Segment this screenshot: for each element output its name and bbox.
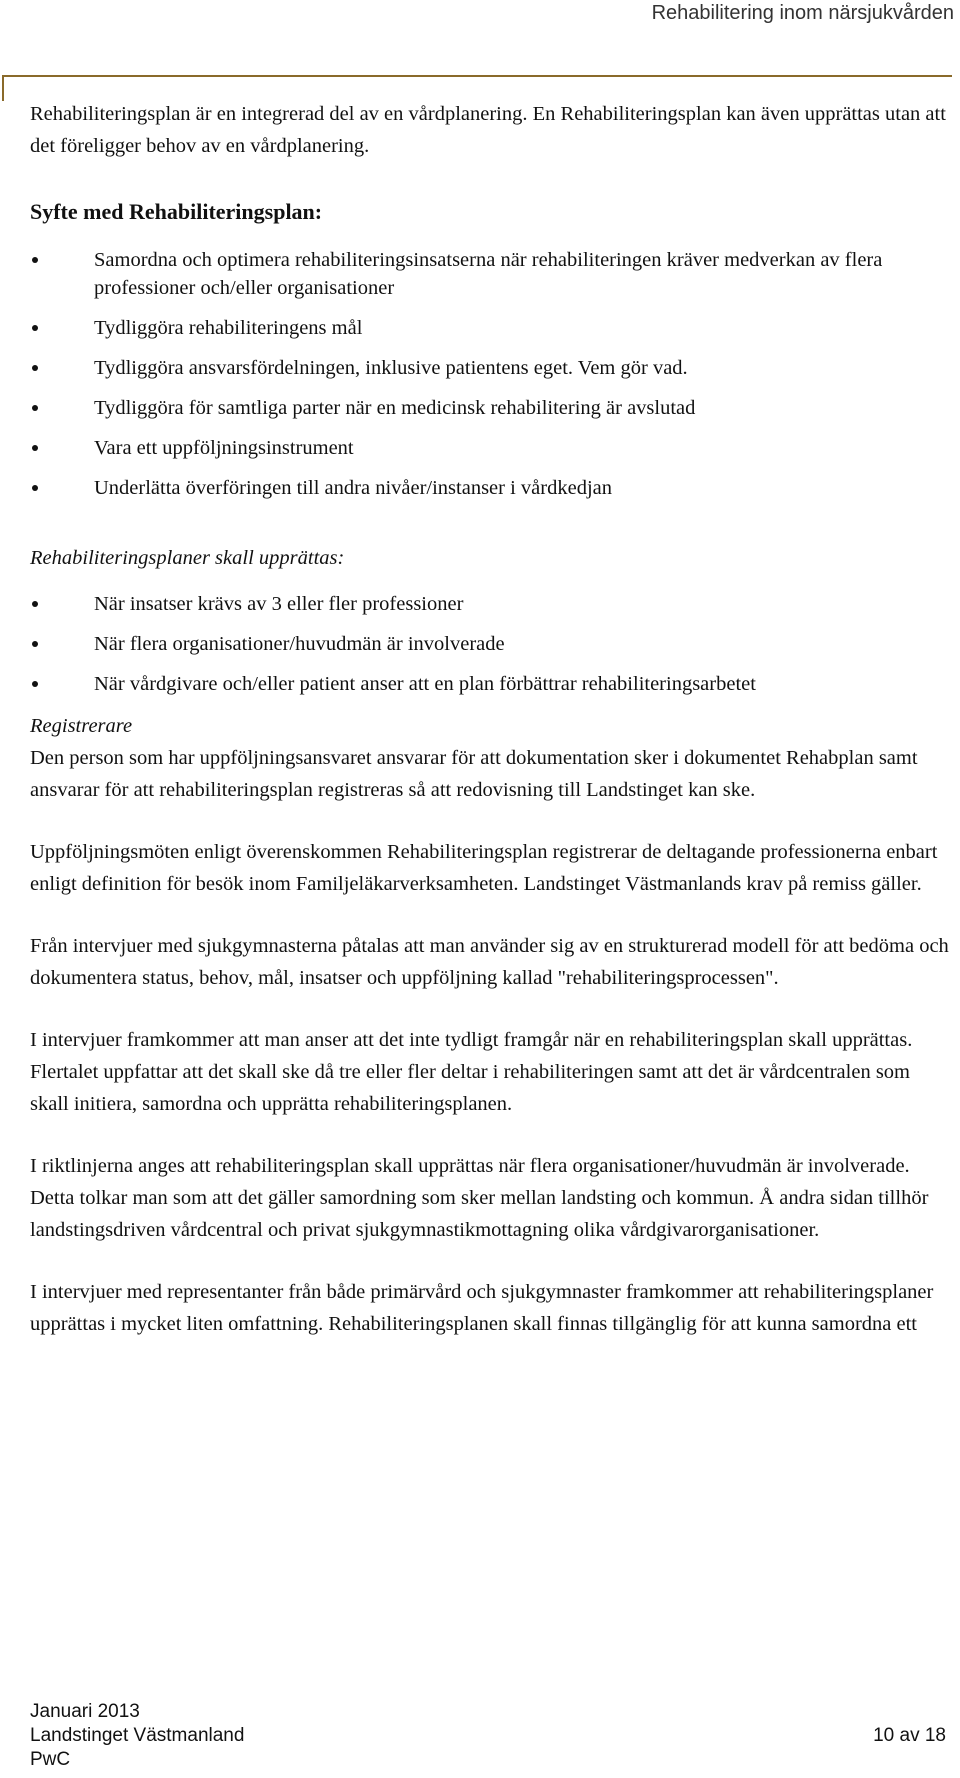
list-item: Tydliggöra rehabiliteringens mål <box>30 314 950 342</box>
bullet-icon <box>32 641 38 647</box>
bullet-icon <box>32 601 38 607</box>
paragraph: I intervjuer framkommer att man anser att det inte tydligt framgår när en rehabiliteringsplan skall upprättas. Flertalet uppfattar att det skall ske då tre eller fler deltar i rehabiliteringen samt att det är vårdcentralen som skall initiera, samordna och upprätta rehabiliteringsplanen. <box>30 1029 913 1115</box>
footer-row <box>30 1724 950 1748</box>
body-content <box>30 98 950 1340</box>
list-item: När vårdgivare och/eller patient anser att en plan förbättrar rehabiliteringsarbetet <box>30 670 950 698</box>
footer-date: Januari 2013 <box>30 1701 140 1722</box>
page-number: 10 av 18 <box>873 1725 946 1746</box>
bullet-icon <box>32 405 38 411</box>
when-heading: Rehabiliteringsplaner skall upprättas: <box>30 547 345 569</box>
list-item: När insatser krävs av 3 eller fler professioner <box>30 590 950 618</box>
bullet-icon <box>32 445 38 451</box>
bullet-icon <box>32 681 38 687</box>
purpose-heading: Syfte med Rehabiliteringsplan: <box>30 199 323 224</box>
list-item: Tydliggöra för samtliga parter när en medicinsk rehabilitering är avslutad <box>30 394 950 422</box>
bullet-icon <box>32 325 38 331</box>
intro-paragraph: Rehabiliteringsplan är en integrerad del av en vårdplanering. En Rehabiliteringsplan kan även upprättas utan att det föreligger behov av en vårdplanering. <box>30 103 946 157</box>
footer-organization: Landstinget Västmanland <box>30 1725 245 1746</box>
paragraph: I intervjuer med representanter från både primärvård och sjukgymnaster framkommer att rehabiliteringsplaner upprättas i mycket liten omfattning. Rehabiliteringsplanen skall finnas tillgänglig för att kunna samordna ett <box>30 1281 934 1335</box>
paragraph: I riktlinjerna anges att rehabiliteringsplan skall upprättas när flera organisationer/huvudmän är involverade. Detta tolkar man som att det gäller samordning som sker mellan landsting och kommun. Å andra sidan tillhör landstingsdriven vårdcentral och privat sjukgymnastikmottagning olika vårdgivarorganisationer. <box>30 1155 929 1241</box>
list-item: Underlätta överföringen till andra nivåer/instanser i vårdkedjan <box>30 474 950 502</box>
footer-author: PwC <box>30 1749 71 1770</box>
paragraph: Uppföljningsmöten enligt överenskommen Rehabiliteringsplan registrerar de deltagande professionerna enbart enligt definition för besök inom Familjeläkarverksamheten. Landstinget Västmanlands krav på remiss gäller. <box>30 841 938 895</box>
registrerare-paragraph: Den person som har uppföljningsansvaret ansvarar för att dokumentation sker i dokumentet Rehabplan samt ansvarar för att rehabiliteringsplan registreras så att redovisning till Landstinget kan ske. <box>30 747 918 801</box>
bullet-icon <box>32 365 38 371</box>
paragraph: Från intervjuer med sjukgymnasterna påtalas att man använder sig av en strukturerad modell för att bedöma och dokumentera status, behov, mål, insatser och uppföljning kallad "rehabiliteringsprocessen". <box>30 935 949 989</box>
bullet-icon <box>32 257 38 263</box>
page-footer <box>30 1700 950 1772</box>
bullet-icon <box>32 485 38 491</box>
when-list <box>30 590 950 698</box>
running-header: Rehabilitering inom närsjukvården <box>651 2 954 24</box>
purpose-list <box>30 246 950 502</box>
list-item: Tydliggöra ansvarsfördelningen, inklusive patientens eget. Vem gör vad. <box>30 354 950 382</box>
list-item: Samordna och optimera rehabiliteringsinsatserna när rehabiliteringen kräver medverkan av flera professioner och/eller organisationer <box>30 246 950 302</box>
registrerare-heading: Registrerare <box>30 715 133 737</box>
list-item: När flera organisationer/huvudmän är involverade <box>30 630 950 658</box>
list-item: Vara ett uppföljningsinstrument <box>30 434 950 462</box>
